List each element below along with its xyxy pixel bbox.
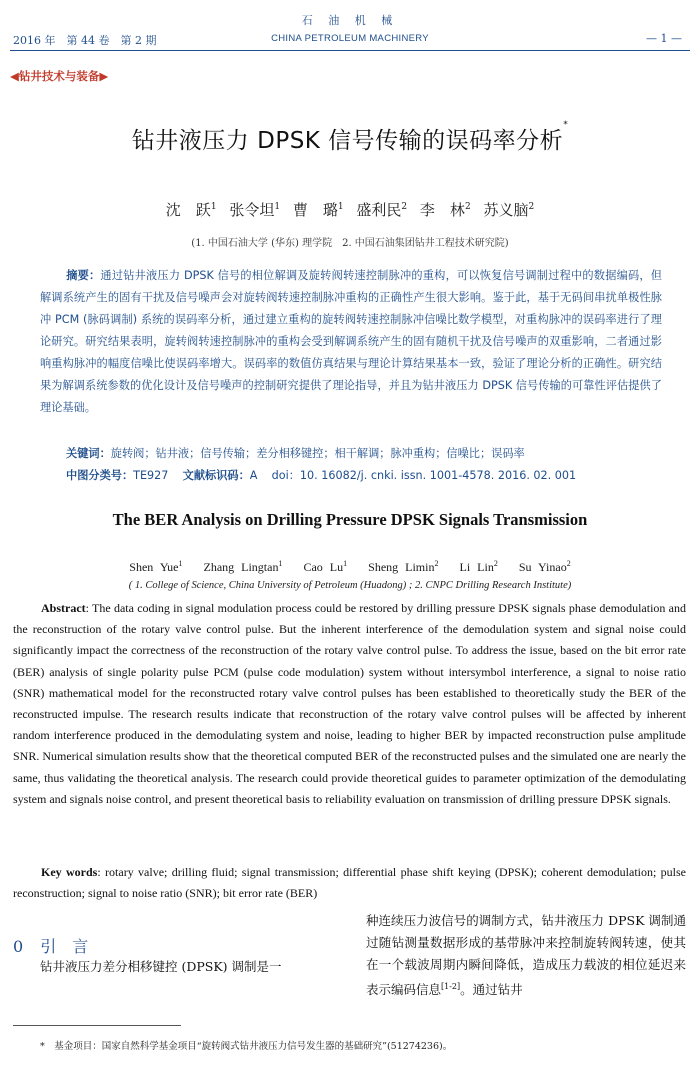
journal-name-cn: 石 油 机 械 (301, 14, 399, 27)
journal-issue: 2016 年 第 44 卷 第 2 期 (13, 34, 157, 47)
title-footnote-marker: * (563, 120, 569, 130)
doi-label: doi： (271, 469, 300, 482)
abstract-en-label: Abstract (41, 601, 86, 615)
author-cn: 沈 跃$^1$ (165, 201, 217, 219)
author-en: Sheng Limin$^2$ (368, 559, 439, 574)
intro-right-text: 种连续压力波信号的调制方式，钻井液压力 DPSK 调制通过随钻测量数据形成的基带脉冲来控制旋转阀转速，使其在一个载波周期内瞬间降低，造成压力载波的相位延迟来表示编码信息 (366, 913, 686, 998)
doc-code: A (249, 469, 258, 482)
section-tag: ◀钻井技术与装备▶ (10, 69, 109, 83)
affiliations-en: ( 1. College of Science, China University of Petroleum (Huadong) ; 2. CNPC Drilling Research Institute) (128, 580, 572, 591)
intro-paragraph-left: 钻井液压力差分相移键控 (DPSK) 调制是一 (40, 959, 282, 974)
abstract-cn (40, 265, 662, 419)
author-cn: 李 林$^2$ (419, 201, 471, 219)
authors-en (0, 559, 700, 575)
journal-name-en: CHINA PETROLEUM MACHINERY (271, 33, 429, 44)
author-cn: 曹 璐$^1$ (292, 201, 344, 219)
intro-paragraph-right (366, 910, 686, 1001)
author-en: Shen Yue$^1$ (129, 559, 183, 574)
author-cn: 苏义脑$^2$ (483, 201, 535, 219)
footnote-rule (13, 1025, 181, 1026)
keywords-en-label: Key words (41, 865, 98, 879)
clc-number: TE927 (133, 469, 169, 482)
paper-title-cn (0, 122, 700, 155)
author-cn: 张令坦$^1$ (229, 201, 281, 219)
intro-heading-text: 引 言 (40, 937, 89, 956)
clc-label: 中图分类号： (66, 469, 134, 482)
header-rule (10, 50, 690, 51)
doc-code-label: 文献标识码： (182, 469, 250, 482)
paper-title-en: The BER Analysis on Drilling Pressure DPSK Signals Transmission (112, 510, 588, 529)
intro-heading (13, 934, 88, 957)
page-number: — 1 — (646, 32, 682, 45)
abstract-en (13, 598, 686, 810)
author-en: Su Yinao$^2$ (518, 559, 571, 574)
keywords-en (13, 862, 686, 904)
keywords-cn-text: 旋转阀；钻井液；信号传输；差分相移键控；相干解调；脉冲重构；信噪比；误码率 (110, 447, 525, 460)
author-en: Zhang Lingtan$^1$ (203, 559, 283, 574)
authors-cn (0, 199, 700, 220)
title-cn-text: 钻井液压力 DPSK 信号传输的误码率分析 (131, 128, 564, 154)
author-cn: 盛利民$^2$ (356, 201, 408, 219)
citation-ref[interactable]: [1-2] (441, 982, 461, 991)
keywords-cn-block (66, 443, 666, 487)
keywords-cn-label: 关键词： (66, 447, 111, 460)
intro-heading-number: 0 (13, 937, 24, 956)
author-en: Li Lin$^2$ (459, 559, 498, 574)
keywords-en-text: : rotary valve; drilling fluid; signal transmission; differential phase shift keying (DPSK); coherent demodulation; pulse reconstruction; signal to noise ratio (SNR); bit error rate (BER) (13, 865, 687, 901)
funding-footnote: * 基金项目：国家自然科学基金项目“旋转阀式钻井液压力信号发生器的基础研究”(51274236)。 (40, 1041, 453, 1052)
abstract-cn-label: 摘要： (66, 269, 101, 282)
intro-right-tail: 。通过钻井 (460, 982, 523, 998)
abstract-cn-text: 通过钻井液压力 DPSK 信号的相位解调及旋转阀转速控制脉冲的重构，可以恢复信号调制过程中的数据编码，但解调系统产生的固有干扰及信号噪声会对旋转阀转速控制脉冲重构的正确性产生很大影响。鉴于此，基于无码间串扰单极性脉冲 PCM (脉码调制) 系统的误码率分析，通过建立重构的旋转阀转速控制脉冲信噪比数学模型，对重构脉冲的误码率进行了理论研究。研究结果表明，旋转阀转速控制脉冲的重构会受到解调系统产生的固有随机干扰及信号噪声的双重影响，二者通过影响重构脉冲的幅度信噪比使误码率增大。误码率的数值仿真结果与理论计算结果基本一致，验证了理论分析的正确性。研究结果为解调系统参数的优化设计及信号噪声的控制研究提供了理论指导，并且为钻井液压力 DPSK 信号传输的可靠性评估提供了理论基础。 (40, 269, 662, 414)
doi-value[interactable]: 10. 16082/j. cnki. issn. 1001-4578. 2016. 02. 001 (299, 469, 577, 482)
author-en: Cao Lu$^1$ (303, 559, 348, 574)
abstract-en-text: : The data coding in signal modulation process could be restored by drilling pressure DPSK signals phase demodulation and the reconstruction of the rotary valve control pulse. But the inherent interference of the demodulation system and signal noise could significantly impact the correctness of the reconstruction of the rotary valve control pulse. To address the issue, based on the bit error rate (BER) analysis of single polarity pulse PCM (pulse code modulation) system without intersymbol interference, a signal to noise ratio (SNR) mathematical model for the reconstructed rotary valve control pulses has been established to theoretically study the BER of the reconstructed impulse. The research results indicate that reconstruction of the rotary valve control pulses will be affected by inherent random interference produced in the demodulating system and noise, leading to higher BER by impacted reconstruction pulse amplitude SNR. Numerical simulation results show that the theoretical computed BER of the reconstructed pulses and the simulated one are nearly the same, thus validating the theoretical analysis. The research could provide theoretical guides to parameter optimization of the demodulating system and signals noise control, and present theoretical basis to reliability evaluation on transmission of drilling pressure DPSK signals. (13, 601, 686, 806)
affiliations-cn: (1. 中国石油大学 (华东) 理学院 2. 中国石油集团钻井工程技术研究院) (191, 238, 509, 249)
